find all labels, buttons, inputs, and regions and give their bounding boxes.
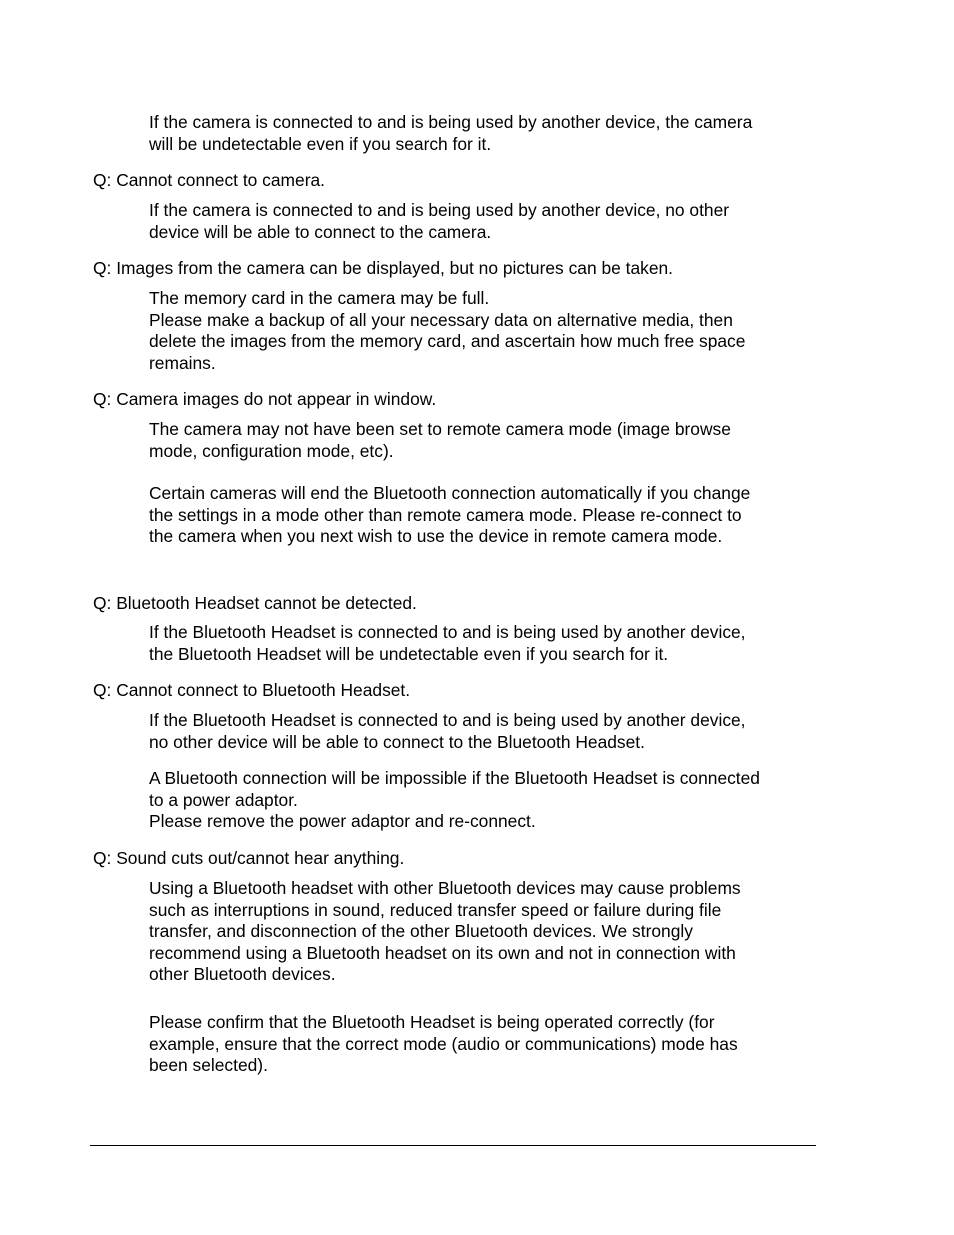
text-line: remains. — [149, 352, 216, 373]
answer-paragraph — [149, 622, 746, 665]
answer-paragraph — [149, 200, 729, 243]
text-line: If the Bluetooth Headset is connected to and is being used by another device, — [149, 710, 746, 730]
question-heading: Q: Camera images do not appear in window. — [93, 389, 437, 409]
text-line: delete the images from the memory card, and ascertain how much free space — [149, 331, 746, 351]
text-line: example, ensure that the correct mode (audio or communications) mode has — [149, 1033, 738, 1054]
text-line: the camera when you next wish to use the device in remote camera mode. — [149, 526, 723, 546]
footer-divider — [90, 1145, 816, 1146]
question-heading: Q: Cannot connect to Bluetooth Headset. — [93, 680, 411, 700]
text-line: The memory card in the camera may be full. — [149, 288, 490, 308]
text-line: the settings in a mode other than remote camera mode. Please re-connect to — [149, 504, 742, 525]
text-line: transfer, and disconnection of the other Bluetooth devices. We strongly — [149, 921, 693, 941]
intro-paragraph — [149, 112, 752, 155]
text-line: other Bluetooth devices. — [149, 964, 336, 984]
answer-paragraph — [149, 710, 746, 753]
text-line: the Bluetooth Headset will be undetectable even if you search for it. — [149, 643, 669, 664]
text-line: Please make a backup of all your necessary data on alternative media, then — [149, 309, 733, 330]
text-line: Using a Bluetooth headset with other Bluetooth devices may cause problems — [149, 878, 741, 898]
text-line: If the Bluetooth Headset is connected to and is being used by another device, — [149, 622, 746, 642]
text-line: Certain cameras will end the Bluetooth connection automatically if you change — [149, 483, 751, 503]
answer-paragraph — [149, 1012, 738, 1077]
question-heading: Q: Sound cuts out/cannot hear anything. — [93, 848, 405, 868]
question-heading: Q: Bluetooth Headset cannot be detected. — [93, 593, 417, 613]
text-line: mode, configuration mode, etc). — [149, 440, 394, 461]
text-line: no other device will be able to connect to the Bluetooth Headset. — [149, 731, 645, 752]
answer-paragraph — [149, 483, 750, 548]
question-heading: Q: Cannot connect to camera. — [93, 170, 325, 190]
text-line: recommend using a Bluetooth headset on its own and not in connection with — [149, 942, 736, 963]
text-line: been selected). — [149, 1055, 268, 1075]
text-line: Please confirm that the Bluetooth Headset is being operated correctly (for — [149, 1012, 715, 1032]
text-line: to a power adaptor. — [149, 789, 298, 810]
text-line: such as interruptions in sound, reduced transfer speed or failure during file — [149, 899, 722, 920]
answer-paragraph — [149, 419, 731, 462]
text-line: A Bluetooth connection will be impossible if the Bluetooth Headset is connected — [149, 768, 760, 788]
question-heading: Q: Images from the camera can be displayed, but no pictures can be taken. — [93, 258, 674, 278]
text-line: will be undetectable even if you search for it. — [149, 133, 492, 154]
text-line: Please remove the power adaptor and re-connect. — [149, 811, 536, 831]
answer-paragraph — [149, 288, 745, 374]
text-line: If the camera is connected to and is being used by another device, the camera — [149, 112, 753, 132]
text-line: The camera may not have been set to remote camera mode (image browse — [149, 419, 731, 439]
text-line: If the camera is connected to and is being used by another device, no other — [149, 200, 730, 220]
answer-paragraph — [149, 878, 741, 986]
answer-paragraph — [149, 768, 760, 833]
text-line: device will be able to connect to the camera. — [149, 221, 492, 242]
